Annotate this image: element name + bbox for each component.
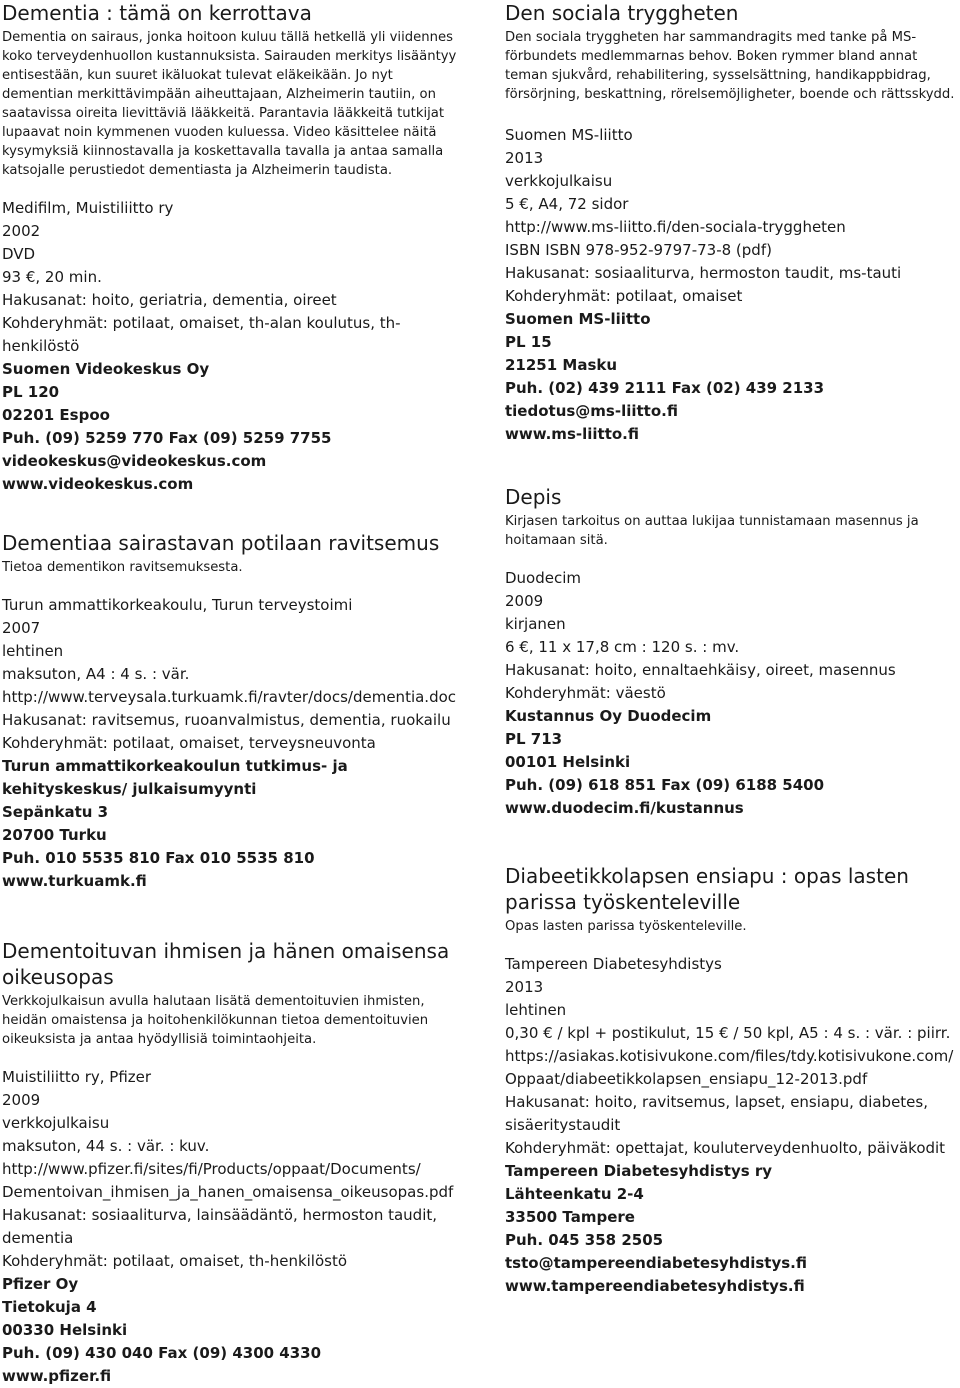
entry-keywords: Hakusanat: hoito, geriatria, dementia, oireet [2, 291, 337, 309]
entry-price: 6 €, 11 x 17,8 cm : 120 s. : mv. [505, 638, 740, 656]
contact-name: Turun ammattikorkeakoulun tutkimus- ja kehityskeskus/ julkaisumyynti [2, 757, 348, 798]
entry-audience: Kohderyhmät: opettajat, kouluterveydenhuolto, päiväkodit [505, 1139, 946, 1157]
entry-keywords: Hakusanat: ravitsemus, ruoanvalmistus, dementia, ruokailu [2, 711, 451, 729]
contact-phone: Puh. 045 358 2505 [505, 1231, 664, 1249]
entry-price: maksuton, A4 : 4 s. : vär. [2, 665, 190, 683]
contact-email-link[interactable]: tsto@tampereendiabetesyhdistys.fi [505, 1254, 807, 1272]
entry-description: Kirjasen tarkoitus on auttaa lukijaa tunnistamaan masennus ja hoitamaan sitä. [505, 514, 919, 548]
entry-url-link-part2[interactable]: Dementoivan_ihmisen_ja_hanen_omaisensa_oikeusopas.pdf [2, 1183, 454, 1201]
entry-url-link-part2[interactable]: Oppaat/diabeetikkolapsen_ensiapu_12-2013.pdf [505, 1070, 868, 1088]
entry-url-link[interactable]: http://www.terveysala.turkuamk.fi/ravter/docs/dementia.doc [2, 688, 457, 706]
contact-web-link[interactable]: www.tampereendiabetesyhdistys.fi [505, 1277, 805, 1295]
contact-name: Suomen MS-liitto [505, 310, 651, 328]
entry-description: Verkkojulkaisun avulla halutaan lisätä dementoituvien ihmisten, heidän omaistensa ja hoitohenkilökunnan tietoa dementoituvien oikeuksista ja antaa hyödyllisiä toimintaohjeita. [2, 994, 429, 1047]
entry-audience: Kohderyhmät: väestö [505, 684, 666, 702]
entry-keywords: Hakusanat: hoito, ennaltaehkäisy, oireet, masennus [505, 661, 896, 679]
contact-address: PL 120 [2, 383, 60, 401]
entry-format: kirjanen [505, 615, 566, 633]
contact-email-link[interactable]: tiedotus@ms-liitto.fi [505, 402, 678, 420]
contact-address: Sepänkatu 3 [2, 803, 109, 821]
entry-year: 2009 [505, 592, 544, 610]
contact-phone: Puh. (09) 618 851 Fax (09) 6188 5400 [505, 776, 825, 794]
contact-address: PL 15 [505, 333, 552, 351]
contact-name: Pfizer Oy [2, 1275, 79, 1293]
contact-phone: Puh. 010 5535 810 Fax 010 5535 810 [2, 849, 315, 867]
catalog-entry [505, 863, 960, 1298]
contact-address: Lähteenkatu 2-4 [505, 1185, 644, 1203]
contact-postal: 00330 Helsinki [2, 1321, 128, 1339]
contact-address: PL 713 [505, 730, 563, 748]
catalog-entry [505, 0, 960, 446]
entry-title: Diabeetikkolapsen ensiapu : opas lasten parissa työskenteleville [505, 864, 909, 914]
entry-price: 0,30 € / kpl + postikulut, 15 € / 50 kpl, A5 : 4 s. : vär. : piirr. [505, 1024, 951, 1042]
contact-web-link[interactable]: www.turkuamk.fi [2, 872, 147, 890]
entry-publisher: Turun ammattikorkeakoulu, Turun terveystoimi [2, 596, 353, 614]
entry-publisher: Tampereen Diabetesyhdistys [505, 955, 722, 973]
entry-description: Dementia on sairaus, jonka hoitoon kuluu tällä hetkellä yli viidennes koko terveydenhuollon kustannuksista. Sairauden merkitys lisääntyy entisestään, kun suuret ikäluokat tulevat eläkeikään. Jo nyt dementian merkittävimpään aiheuttajaan, Alzheimerin tautiin, on saatavissa oireita lievittäviä lääkkeitä. Parantavia lääkkeitä tutkijat lupaavat noin kymmenen vuoden kuluessa. Video käsittelee näitä kysymyksiä kiinnostavalla ja koskettavalla tavalla ja antaa samalla katsojalle perustiedot dementiasta ja Alzheimerin taudista. [2, 30, 457, 178]
catalog-entry [2, 938, 464, 1388]
entry-description: Opas lasten parissa työskenteleville. [505, 919, 747, 934]
entry-url-link[interactable]: http://www.ms-liitto.fi/den-sociala-tryggheten [505, 218, 846, 236]
entry-format: verkkojulkaisu [505, 172, 613, 190]
entry-price: 5 €, A4, 72 sidor [505, 195, 629, 213]
contact-name: Suomen Videokeskus Oy [2, 360, 210, 378]
entry-year: 2013 [505, 149, 544, 167]
entry-audience: Kohderyhmät: potilaat, omaiset, th-alan koulutus, th-henkilöstö [2, 314, 401, 355]
catalog-entry [505, 484, 960, 820]
entry-price: maksuton, 44 s. : vär. : kuv. [2, 1137, 210, 1155]
contact-postal: 33500 Tampere [505, 1208, 635, 1226]
contact-phone: Puh. (09) 430 040 Fax (09) 4300 4330 [2, 1344, 322, 1362]
entry-url-link-part1[interactable]: https://asiakas.kotisivukone.com/files/tdy.kotisivukone.com/ [505, 1047, 954, 1065]
entry-title: Den sociala tryggheten [505, 1, 739, 25]
entry-year: 2013 [505, 978, 544, 996]
catalog-entry [2, 530, 464, 893]
entry-title: Dementoituvan ihmisen ja hänen omaisensa oikeusopas [2, 939, 450, 989]
entry-audience: Kohderyhmät: potilaat, omaiset [505, 287, 743, 305]
entry-publisher: Medifilm, Muistiliitto ry [2, 199, 174, 217]
entry-year: 2009 [2, 1091, 41, 1109]
entry-format: verkkojulkaisu [2, 1114, 110, 1132]
entry-format: lehtinen [2, 642, 64, 660]
entry-price: 93 €, 20 min. [2, 268, 102, 286]
entry-description: Den sociala tryggheten har sammandragits med tanke på MS-förbundets medlemmarnas behov. Boken rymmer bland annat teman sjukvård, rehabilitering, sysselsättning, handikappbidrag, försörjning, beskattning, rörelsemöjligheter, boende och rättsskydd. [505, 30, 955, 102]
entry-title: Dementia : tämä on kerrottava [2, 1, 312, 25]
contact-phone: Puh. (09) 5259 770 Fax (09) 5259 7755 [2, 429, 332, 447]
entry-title: Depis [505, 485, 562, 509]
contact-web-link[interactable]: www.pfizer.fi [2, 1367, 112, 1385]
entry-year: 2007 [2, 619, 41, 637]
entry-keywords: Hakusanat: sosiaaliturva, lainsäädäntö, hermoston taudit, dementia [2, 1206, 438, 1247]
contact-phone: Puh. (02) 439 2111 Fax (02) 439 2133 [505, 379, 825, 397]
entry-description: Tietoa dementikon ravitsemuksesta. [2, 560, 243, 575]
entry-keywords: Hakusanat: sosiaaliturva, hermoston taudit, ms-tauti [505, 264, 902, 282]
contact-web-link[interactable]: www.videokeskus.com [2, 475, 194, 493]
entry-publisher: Suomen MS-liitto [505, 126, 633, 144]
entry-audience: Kohderyhmät: potilaat, omaiset, terveysneuvonta [2, 734, 376, 752]
entry-publisher: Duodecim [505, 569, 582, 587]
contact-address: Tietokuja 4 [2, 1298, 97, 1316]
entry-keywords: Hakusanat: hoito, ravitsemus, lapset, ensiapu, diabetes, sisäeritystaudit [505, 1093, 928, 1134]
entry-audience: Kohderyhmät: potilaat, omaiset, th-henkilöstö [2, 1252, 348, 1270]
entry-title: Dementiaa sairastavan potilaan ravitsemus [2, 531, 440, 555]
entry-isbn: ISBN ISBN 978-952-9797-73-8 (pdf) [505, 241, 772, 259]
contact-name: Kustannus Oy Duodecim [505, 707, 712, 725]
contact-email-link[interactable]: videokeskus@videokeskus.com [2, 452, 267, 470]
contact-postal: 21251 Masku [505, 356, 618, 374]
contact-web-link[interactable]: www.ms-liitto.fi [505, 425, 639, 443]
entry-year: 2002 [2, 222, 41, 240]
entry-format: lehtinen [505, 1001, 567, 1019]
contact-postal: 20700 Turku [2, 826, 107, 844]
entry-url-link-part1[interactable]: http://www.pfizer.fi/sites/fi/Products/oppaat/Documents/ [2, 1160, 421, 1178]
contact-web-link[interactable]: www.duodecim.fi/kustannus [505, 799, 744, 817]
contact-name: Tampereen Diabetesyhdistys ry [505, 1162, 773, 1180]
entry-publisher: Muistiliitto ry, Pfizer [2, 1068, 152, 1086]
contact-postal: 00101 Helsinki [505, 753, 631, 771]
contact-postal: 02201 Espoo [2, 406, 110, 424]
catalog-entry [2, 0, 464, 496]
entry-format: DVD [2, 245, 36, 263]
